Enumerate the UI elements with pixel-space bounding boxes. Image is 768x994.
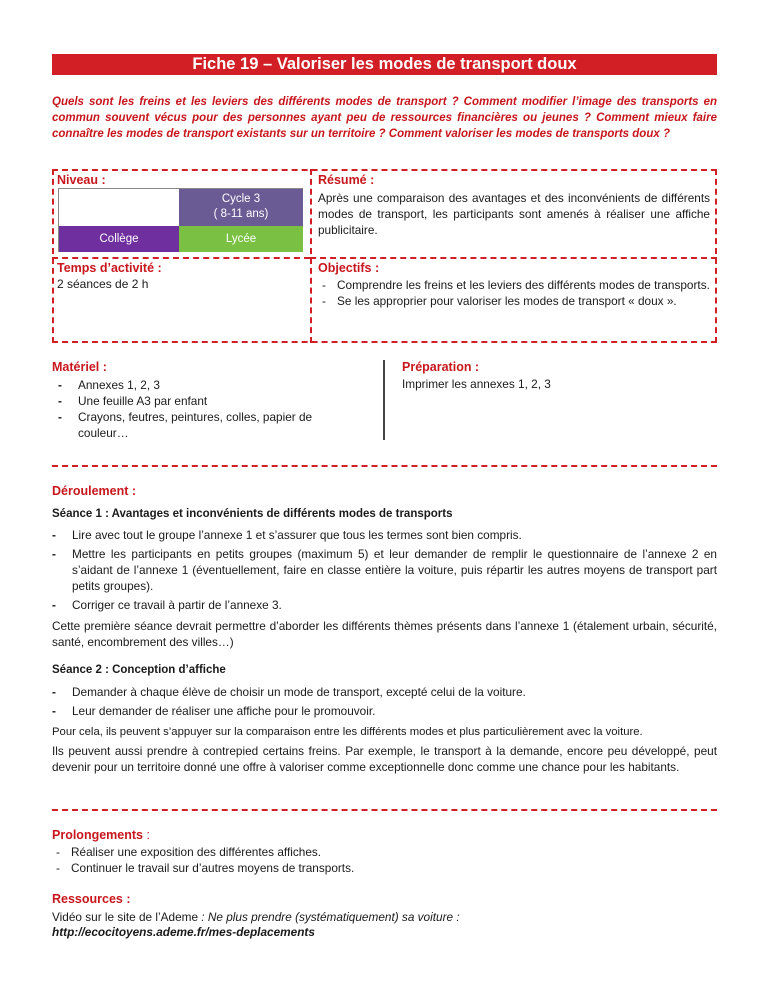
objectifs-list bbox=[318, 278, 710, 309]
ressources-link[interactable]: http://ecocitoyens.ademe.fr/mes-deplacements bbox=[52, 925, 315, 939]
list-item: - Une feuille A3 par enfant bbox=[58, 393, 358, 409]
objectifs-label: Objectifs : bbox=[318, 261, 380, 275]
prolongements-label: Prolongements bbox=[52, 828, 143, 842]
list-item: - Comprendre les freins et les leviers des différents modes de transports. bbox=[318, 278, 710, 294]
page-title: Fiche 19 – Valoriser les modes de transport doux bbox=[52, 54, 717, 75]
list-item: - Se les approprier pour valoriser les modes de transport « doux ». bbox=[318, 294, 710, 310]
materiel-list bbox=[58, 377, 358, 441]
ressources-video-title: : Ne plus prendre (systématiquement) sa voiture : bbox=[198, 910, 460, 924]
materiel-divider bbox=[383, 360, 385, 440]
cycle3-age: ( 8-11 ans) bbox=[213, 208, 269, 220]
temps-value: 2 séances de 2 h bbox=[57, 277, 149, 291]
ressources-intro: Vidéo sur le site de l’Ademe bbox=[52, 910, 199, 924]
niveau-label: Niveau : bbox=[57, 173, 106, 187]
seance2-note1: Pour cela, ils peuvent s’appuyer sur la comparaison entre les différents modes et plus particulièrement avec la voiture. bbox=[52, 726, 643, 738]
ressources-text bbox=[52, 909, 717, 925]
seance2-title: Séance 2 : Conception d’affiche bbox=[52, 664, 226, 676]
list-item: - Crayons, feutres, peintures, colles, papier de couleur… bbox=[58, 409, 358, 441]
cycle3-cell bbox=[179, 189, 303, 226]
list-item: - Demander à chaque élève de choisir un mode de transport, excepté celui de la voiture. bbox=[52, 684, 717, 700]
seance2-list bbox=[52, 684, 717, 722]
info-box-separator-right bbox=[310, 257, 717, 259]
separator bbox=[52, 465, 717, 467]
ressources-label: Ressources : bbox=[52, 892, 131, 906]
preparation-label: Préparation : bbox=[402, 360, 480, 374]
list-item: - Réaliser une exposition des différentes affiches. bbox=[52, 845, 717, 861]
intro-questions: Quels sont les freins et les leviers des différents modes de transport ? Comment modifier l’image des transports en commun souvent vécus pour des personnes ayant peu de ressources financières ou jeunes ? Comment mieux faire connaître les modes de transport existants sur un territoire ? Comment valoriser les modes de transports doux ? bbox=[52, 96, 717, 140]
materiel-label: Matériel : bbox=[52, 360, 107, 374]
cycle3-label: Cycle 3 bbox=[221, 193, 261, 205]
prolongements-list bbox=[52, 845, 717, 876]
seance2-note2: Ils peuvent aussi prendre à contrepied certains freins. Par exemple, le transport à la demande, encore peu développé, peut devenir pour un territoire donné une offre à valoriser comme exceptionnelle donc comme une chance pour les habitants. bbox=[52, 744, 717, 774]
list-item: - Mettre les participants en petits groupes (maximum 5) et leur demander de remplir le questionnaire de l’annexe 2 en s’aidant de l’annexe 1 (éventuellement, faire en classe entière la voiture, puis répartir les autres moyens de transport part petits groupes). bbox=[52, 546, 717, 594]
list-item: - Lire avec tout le groupe l’annexe 1 et s’assurer que tous les termes sont bien compris. bbox=[52, 527, 717, 543]
resume-label: Résumé : bbox=[318, 173, 375, 187]
list-item: - Leur demander de réaliser une affiche pour le promouvoir. bbox=[52, 703, 717, 719]
temps-label: Temps d’activité : bbox=[57, 261, 162, 275]
lycee-cell: Lycée bbox=[179, 226, 303, 252]
info-box-separator-left bbox=[52, 257, 310, 259]
seance1-list bbox=[52, 527, 717, 616]
resume-text: Après une comparaison des avantages et des inconvénients de différents modes de transport, les participants sont amenés à réaliser une affiche publicitaire. bbox=[318, 191, 710, 237]
college-cell: Collège bbox=[59, 226, 179, 252]
preparation-text: Imprimer les annexes 1, 2, 3 bbox=[402, 377, 551, 391]
list-item: - Corriger ce travail à partir de l’annexe 3. bbox=[52, 597, 717, 613]
separator bbox=[52, 809, 717, 811]
niveau-table bbox=[58, 188, 303, 252]
list-item: - Continuer le travail sur d’autres moyens de transports. bbox=[52, 861, 717, 877]
list-item: - Annexes 1, 2, 3 bbox=[58, 377, 358, 393]
deroulement-label: Déroulement : bbox=[52, 484, 137, 498]
seance1-title: Séance 1 : Avantages et inconvénients de différents modes de transports bbox=[52, 508, 453, 520]
seance1-note: Cette première séance devrait permettre d’aborder les différents thèmes présents dans l’annexe 1 (étalement urbain, sécurité, santé, encombrement des villes…) bbox=[52, 619, 717, 649]
prolongements-colon: : bbox=[143, 828, 150, 842]
prolongements-heading bbox=[52, 828, 150, 842]
info-box-divider bbox=[310, 169, 312, 343]
